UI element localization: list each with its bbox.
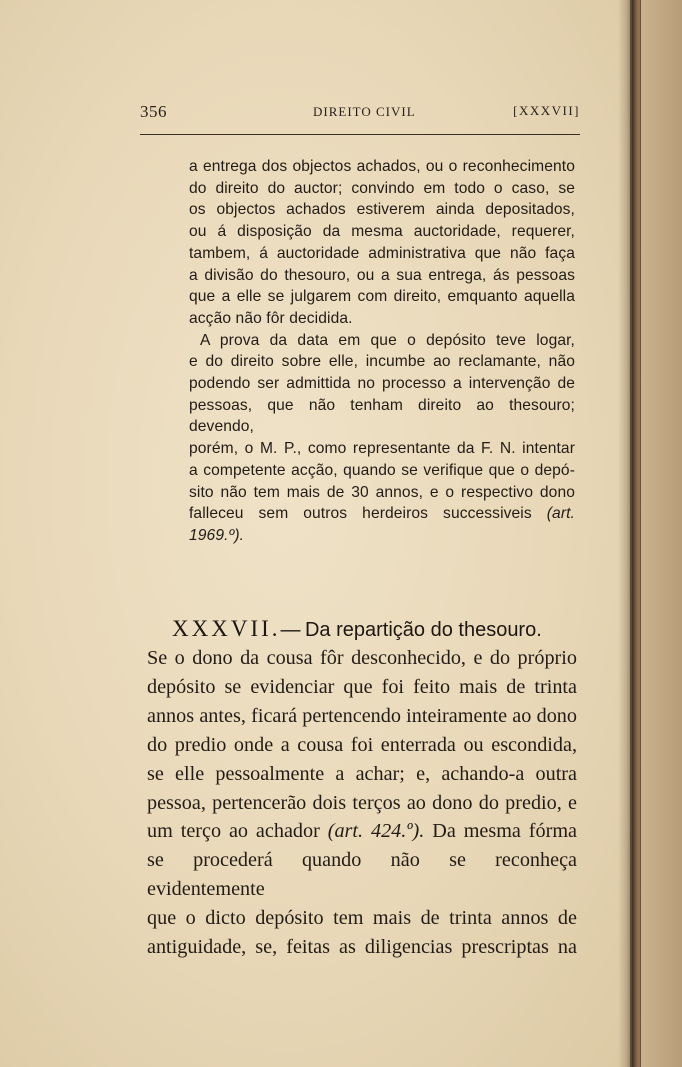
article-citation: (art. 424.º). bbox=[327, 820, 425, 843]
section-reference: [XXXVII] bbox=[513, 103, 580, 118]
adjacent-page bbox=[640, 0, 682, 1067]
text-segment: falleceu sem outros herdeiros successiveis bbox=[189, 505, 532, 523]
text-line: que o dicto depósito tem mais de trinta annos de bbox=[147, 907, 577, 930]
page-number: 356 bbox=[140, 102, 167, 121]
commentary-paragraph-2 bbox=[189, 330, 575, 547]
text-line: do direito do auctor; convindo em todo o caso, se bbox=[189, 179, 575, 197]
page-header bbox=[140, 100, 580, 126]
text-line: porém, o M. P., como representante da F. N. intentar bbox=[189, 440, 575, 458]
text-line: e do direito sobre elle, incumbe ao reclamante, não bbox=[189, 353, 575, 371]
main-text bbox=[147, 644, 577, 962]
text-line: sito não tem mais de 30 annos, e o respectivo dono bbox=[189, 483, 575, 501]
text-line: pessoa, pertencerão dois terços ao dono do predio, e bbox=[147, 791, 577, 814]
text-line: a divisão do thesouro, ou a sua entrega, ás pessoas bbox=[189, 266, 575, 284]
text-line: do predio onde a cousa foi enterrada ou escondida, bbox=[147, 733, 577, 756]
text-line: a entrega dos objectos achados, ou o reconhecimento bbox=[189, 158, 575, 175]
section-numeral: XXXVII. bbox=[172, 616, 281, 641]
text-line: annos antes, ficará pertencendo inteiramente ao dono bbox=[147, 704, 577, 727]
text-line: depósito se evidenciar que foi feito mais de trinta bbox=[147, 675, 577, 698]
text-line: que a elle se julgarem com direito, emquanto aquella bbox=[189, 288, 575, 306]
article-citation: 1969.º). bbox=[189, 526, 245, 544]
section-title: Da repartição do thesouro. bbox=[304, 619, 542, 641]
section-heading bbox=[172, 616, 592, 642]
text-line bbox=[189, 503, 575, 525]
running-title: DIREITO CIVIL bbox=[313, 104, 416, 119]
commentary-text bbox=[189, 156, 575, 547]
text-line: ou á disposição da mesma auctoridade, requerer, bbox=[189, 223, 575, 241]
text-line: se elle pessoalmente a achar; e, achando-a outra bbox=[147, 762, 577, 785]
text-segment: Da mesma fórma bbox=[432, 820, 578, 843]
text-line: se procederá quando não se reconheça evidentemente bbox=[147, 849, 577, 901]
text-segment: um terço ao achador bbox=[147, 820, 320, 843]
page-gutter-shadow bbox=[618, 0, 630, 1067]
section-dash: — bbox=[280, 619, 301, 641]
text-line: acção não fôr decidida. bbox=[189, 309, 353, 327]
text-line: antiguidade, se, feitas as diligencias prescriptas na bbox=[147, 936, 577, 959]
text-line: Se o dono da cousa fôr desconhecido, e do próprio bbox=[147, 647, 577, 669]
text-line: podendo ser admittida no processo a intervenção de bbox=[189, 375, 575, 393]
header-rule bbox=[140, 134, 580, 135]
text-line bbox=[147, 817, 577, 846]
article-citation: (art. bbox=[546, 505, 575, 523]
text-line: pessoas, que não tenham direito ao thesouro; devendo, bbox=[189, 396, 575, 436]
text-line: a competente acção, quando se verifique que o depó- bbox=[189, 461, 575, 479]
commentary-paragraph-1 bbox=[189, 156, 575, 330]
text-line: tambem, á auctoridade administrativa que não faça bbox=[189, 244, 575, 262]
text-line: os objectos achados estiverem ainda depositados, bbox=[189, 201, 575, 219]
text-line bbox=[189, 525, 575, 547]
text-line: A prova da data em que o depósito teve logar, bbox=[200, 331, 575, 349]
